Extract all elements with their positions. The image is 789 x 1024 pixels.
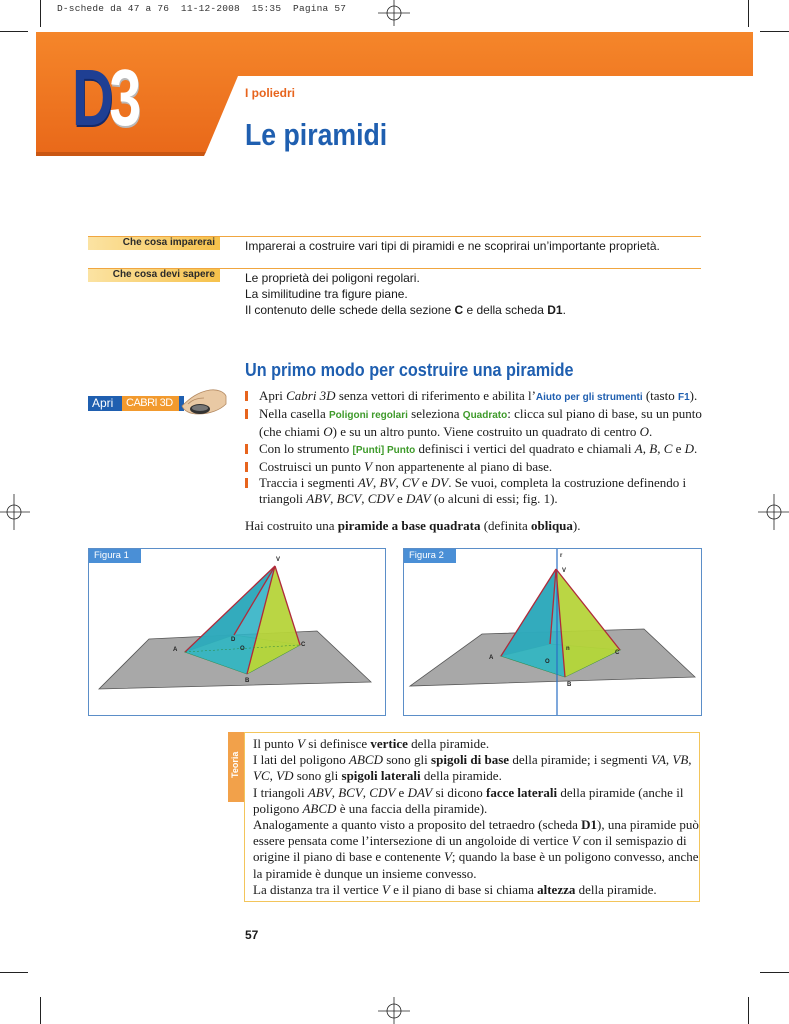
- step-5: Traccia i segmenti AV, BV, CV e DV. Se vuoi, completa la costruzione definendo i triangoli ABV, BCV, CDV e DAV (o alcuni di essi; fig. 1).: [245, 475, 715, 507]
- step-4: Costruisci un punto V non appartenente al piano di base.: [245, 459, 715, 475]
- fig2-label-v: V: [562, 568, 567, 574]
- fig2-label-o: O: [545, 659, 550, 665]
- theory-text: [253, 736, 699, 898]
- prereq-item: La similitudine tra figure piane.: [245, 287, 408, 301]
- fig1-label-c: C: [301, 642, 306, 648]
- section-heading: Un primo modo per costruire una piramide: [245, 360, 574, 380]
- prereq-item: Il contenuto delle schede della sezione C e della scheda D1.: [245, 303, 566, 317]
- fig2-label-n: n: [566, 646, 570, 652]
- apri-label: Apri: [92, 396, 114, 410]
- theory-p3: I triangoli ABV, BCV, CDV e DAV si dicono facce laterali della piramide (anche il poligono ABCD è una faccia della piramide).: [253, 784, 684, 816]
- summary-line: Hai costruito una piramide a base quadrata (definita obliqua).: [245, 518, 581, 533]
- step-1: Apri Cabri 3D senza vettori di riferimento e abilita l’Aiuto per gli strumenti (tasto F1).: [245, 388, 715, 406]
- print-slug: D-schede da 47 a 76 11-12-2008 15:35 Pagina 57: [57, 3, 347, 14]
- figure-2-pyramid: [404, 549, 701, 715]
- learn-label: Che cosa imparerai: [88, 236, 220, 250]
- prereq-rule: [88, 268, 701, 269]
- cabri-label: CABRI 3D: [122, 396, 179, 411]
- fig2-label-r: r: [560, 553, 563, 559]
- fig2-label-a: A: [489, 655, 494, 661]
- prereq-list: [245, 270, 566, 318]
- page-number: 57: [245, 928, 259, 942]
- figure-2: [403, 548, 702, 716]
- learn-text: Imparerai a costruire vari tipi di piramidi e ne scoprirai un’importante proprietà.: [245, 239, 660, 253]
- prereq-label: Che cosa devi sapere: [88, 268, 220, 282]
- theory-p1: Il punto V si definisce vertice della piramide.: [253, 736, 490, 751]
- fig2-label-c: C: [615, 650, 620, 656]
- fig1-label-b: B: [245, 678, 250, 684]
- fig2-label-b: B: [567, 682, 572, 688]
- theory-tab: Teoria: [228, 732, 244, 802]
- page-title: Le piramidi: [245, 117, 388, 152]
- fig1-label-d: D: [231, 637, 236, 643]
- learn-rule: [88, 236, 701, 237]
- fig1-label-a: A: [173, 647, 178, 653]
- fig1-label-o: O: [240, 646, 245, 652]
- step-2: Nella casella Poligoni regolari seleziona Quadrato: clicca sul piano di base, su un punto (che chiami O) e su un altro punto. Viene costruito un quadrato di centro O.: [245, 406, 715, 440]
- theory-p2: I lati del poligono ABCD sono gli spigoli di base della piramide; i segmenti VA, VB, VC, VD sono gli spigoli laterali della piramide.: [253, 752, 692, 784]
- prereq-item: Le proprietà dei poligoni regolari.: [245, 271, 420, 285]
- figure-2-label: Figura 2: [404, 549, 456, 563]
- construction-steps: [245, 388, 715, 507]
- section-kicker: I poliedri: [245, 86, 296, 100]
- figure-1-label: Figura 1: [89, 549, 141, 563]
- hand-mouse-icon: [180, 384, 228, 418]
- chapter-number: D3: [72, 53, 138, 142]
- theory-p4: Analogamente a quanto visto a proposito del tetraedro (scheda D1), una piramide può essere pensata come l’intersezione di un angoloide di vertice V con il semispazio di origine il piano di base e contenente V; quando la base è un poligono convesso, anche la piramide è dunque un insieme convesso.: [253, 817, 699, 881]
- figure-1-pyramid: [89, 549, 385, 715]
- step-3: Con lo strumento [Punti] Punto definisci i vertici del quadrato e chiamali A, B, C e D.: [245, 441, 715, 459]
- theory-p5: La distanza tra il vertice V e il piano di base si chiama altezza della piramide.: [253, 881, 657, 897]
- figure-1: [88, 548, 386, 716]
- fig1-label-v: V: [276, 557, 281, 563]
- apri-cabri-badge[interactable]: [88, 396, 184, 411]
